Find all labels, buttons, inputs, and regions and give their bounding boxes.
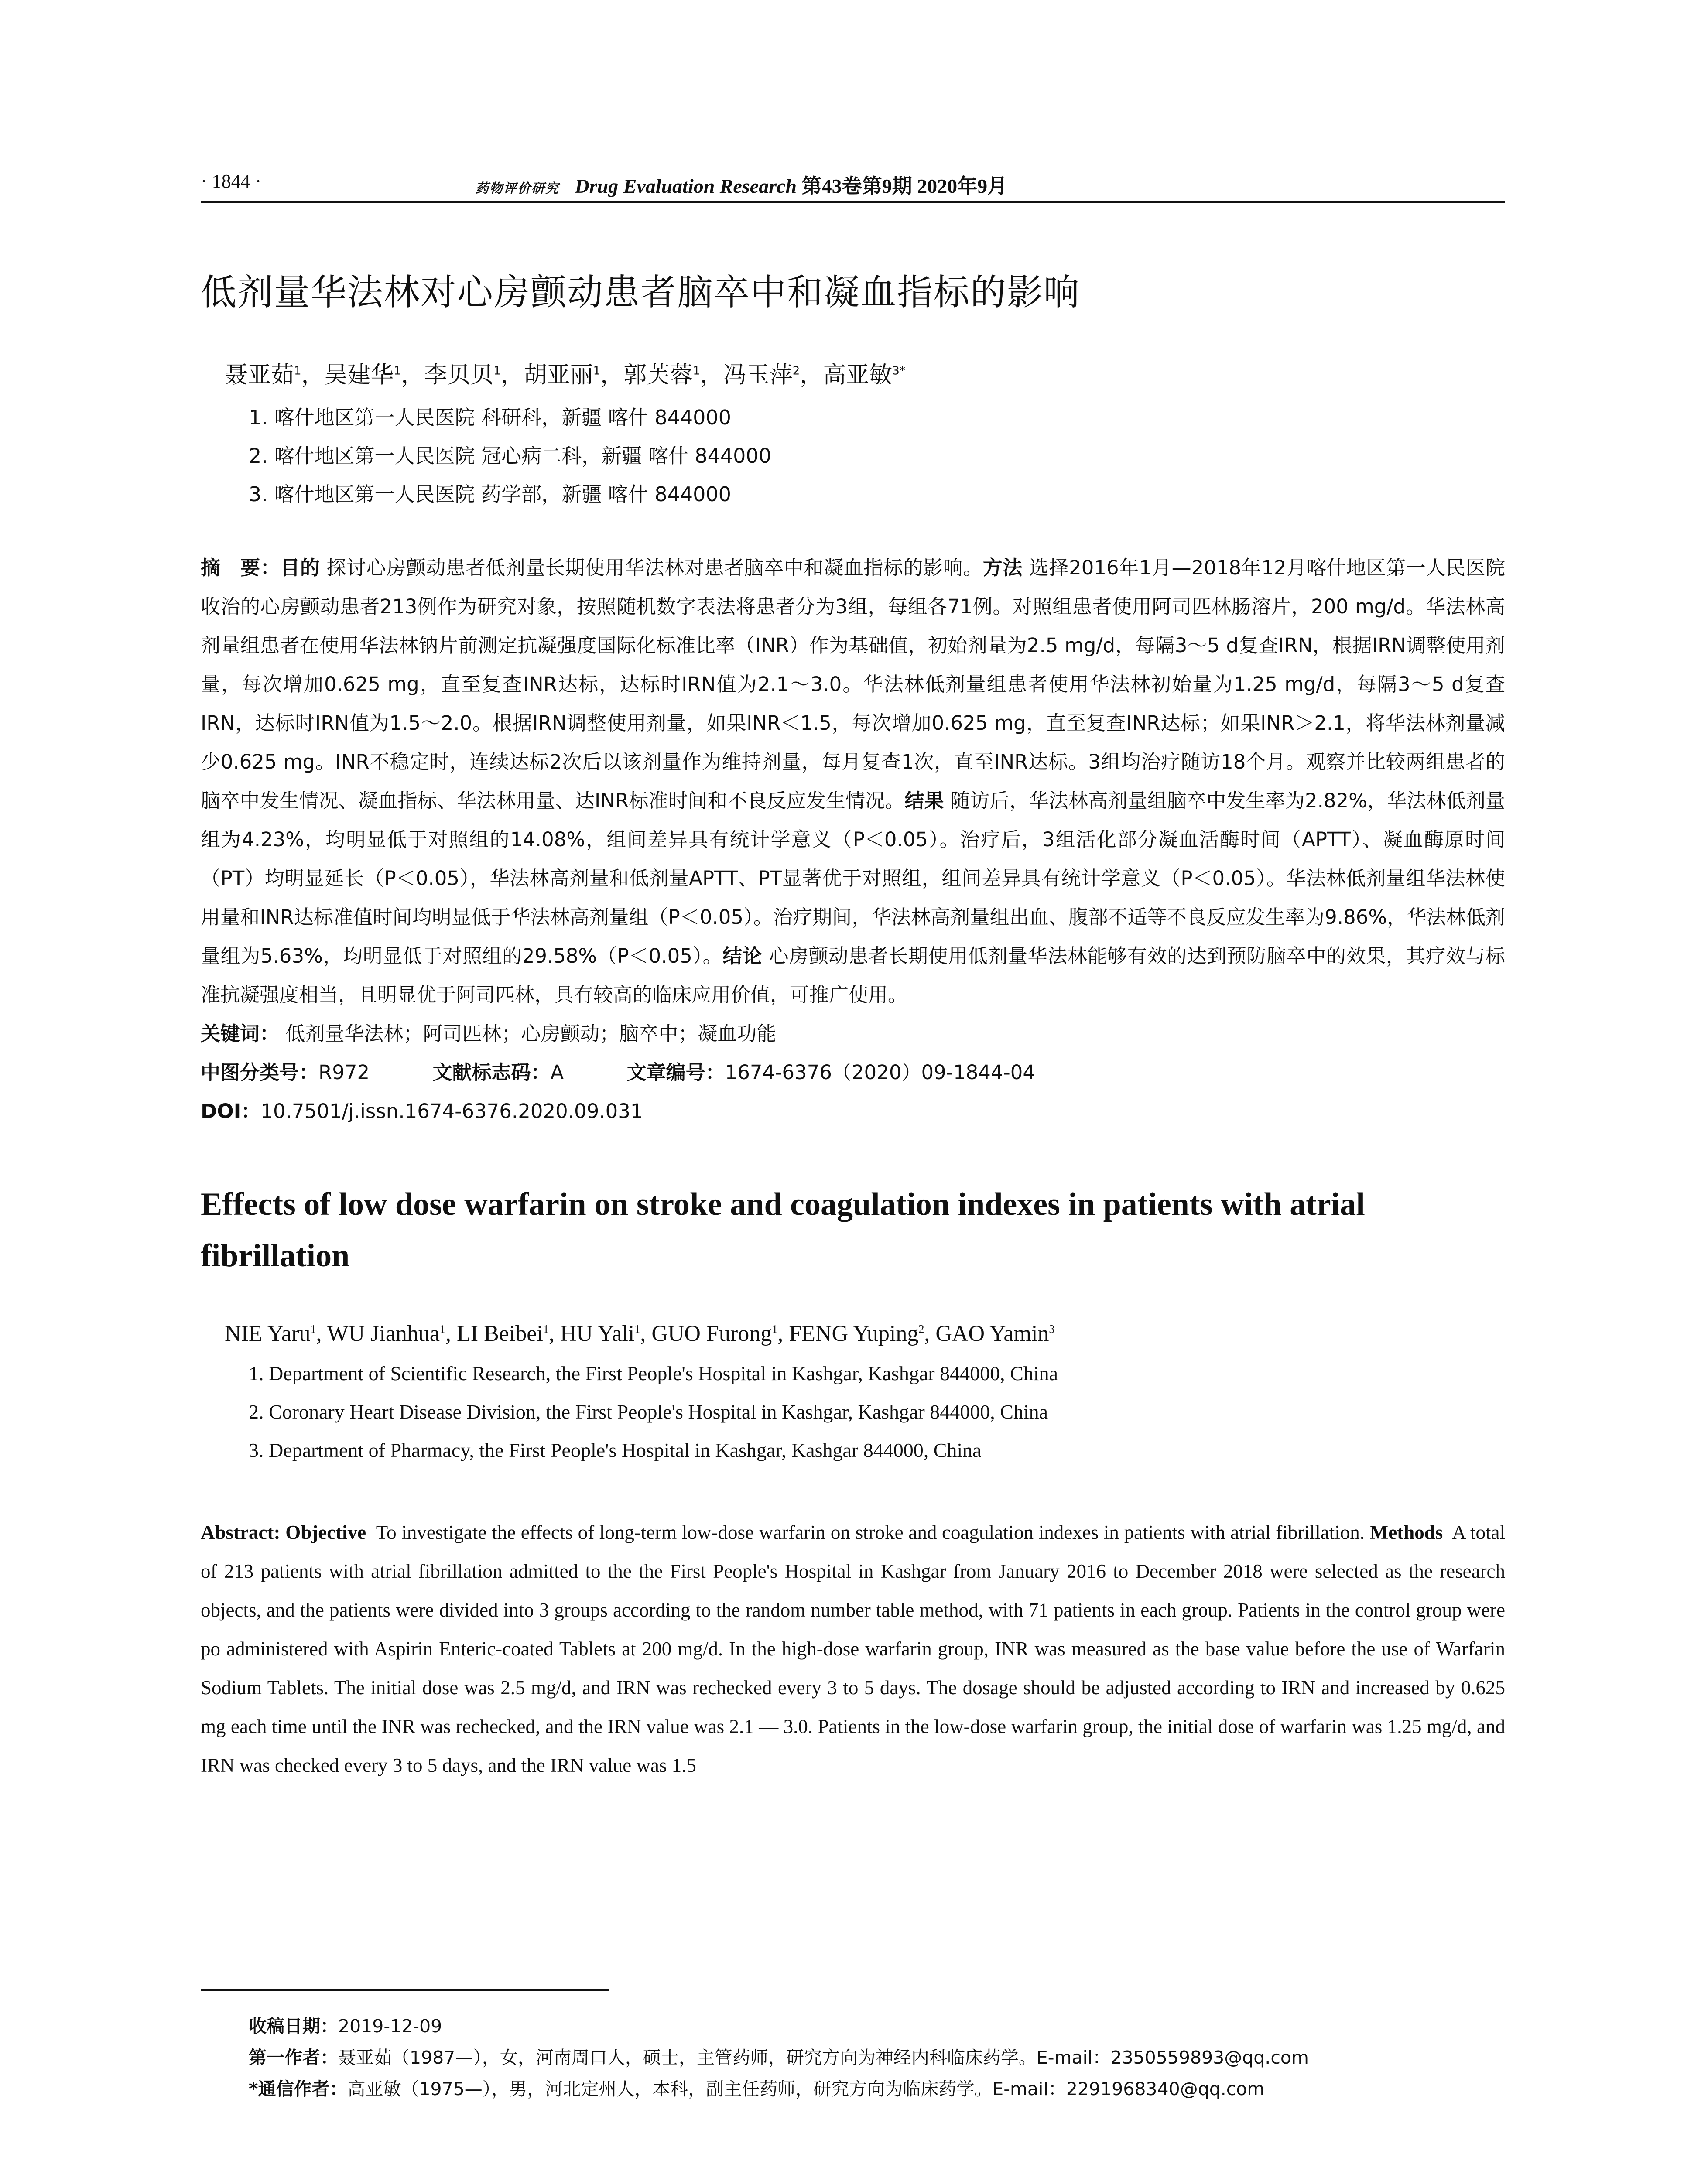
doc-code-item	[433, 1053, 564, 1092]
doi-label: DOI：	[201, 1100, 261, 1123]
issue-info: 第43卷第9期 2020年9月	[801, 175, 1008, 197]
objective-label: 目的	[280, 556, 320, 579]
chinese-title: 低剂量华法林对心房颤动患者脑卒中和凝血指标的影响	[201, 272, 1081, 313]
en-author-name: GUO Furong	[651, 1321, 772, 1346]
cn-author-separator: ，	[500, 362, 524, 388]
cn-author-affiliation-mark: 1	[493, 364, 501, 378]
journal-info	[476, 170, 1007, 199]
conclusion-text: 心房颤动患者长期使用低剂量华法林能够有效的达到预防脑卒中的效果，其疗效与标准抗凝强度相当，且明显优于阿司匹林，具有较高的临床应用价值，可推广使用。	[201, 944, 1505, 1006]
en-affiliation-2: 2. Coronary Heart Disease Division, the First People's Hospital in Kashgar, Kashgar 844000, China	[249, 1401, 1048, 1423]
en-author-name: HU Yali	[560, 1321, 635, 1346]
cn-author-separator: ，	[401, 362, 424, 388]
footnotes	[201, 1989, 1505, 2105]
classification-line	[201, 1053, 1505, 1092]
affiliation-2: 2. 喀什地区第一人民医院 冠心病二科，新疆 喀什 844000	[249, 444, 771, 468]
english-abstract	[201, 1513, 1505, 1785]
cn-author-affiliation-mark: 2	[792, 364, 800, 378]
methods-label: 方法	[982, 556, 1023, 579]
english-affiliations	[201, 1354, 1505, 1470]
en-affiliation-3: 3. Department of Pharmacy, the First People's Hospital in Kashgar, Kashgar 844000, China	[249, 1439, 982, 1461]
keywords-label: 关键词：	[201, 1022, 280, 1045]
conclusion-label: 结论	[722, 944, 763, 967]
english-authors	[225, 1321, 1505, 1347]
cn-author-name: 胡亚丽	[524, 362, 593, 388]
en-author-separator: ,	[316, 1321, 327, 1346]
cn-author-name: 冯玉萍	[723, 362, 793, 388]
en-author-separator: ,	[445, 1321, 457, 1346]
en-author-separator: ,	[548, 1321, 560, 1346]
doi-value: 10.7501/j.issn.1674-6376.2020.09.031	[260, 1100, 643, 1123]
results-label: 结果	[904, 789, 944, 812]
cn-author-affiliation-mark: 3*	[892, 364, 905, 378]
en-author-name: LI Beibei	[457, 1321, 543, 1346]
cn-author-affiliation-mark: 1	[394, 364, 401, 378]
results-text: 随访后，华法林高剂量组脑卒中发生率为2.82%，华法林低剂量组为4.23%，均明显低于对照组的14.08%，组间差异具有统计学意义（P＜0.05）。治疗后，3组活化部分凝血活酶时间（APTT）、凝血酶原时间（PT）均明显延长（P＜0.05），华法林高剂量和低剂量APTT、PT显著优于对照组，组间差异具有统计学意义（P＜0.05）。华法林低剂量组华法林使用量和INR达标准值时间均明显低于华法林高剂量组（P＜0.05）。治疗期间，华法林高剂量组出血、腹部不适等不良反应发生率为9.86%，华法林低剂量组为5.63%，均明显低于对照组的29.58%（P＜0.05）。	[201, 789, 1505, 967]
clc-label: 中图分类号：	[201, 1061, 319, 1084]
chinese-abstract	[201, 548, 1505, 1014]
footnote-rule	[201, 1989, 609, 1991]
cn-author-affiliation-mark: 1	[593, 364, 601, 378]
en-author-affiliation-mark: 1	[634, 1323, 640, 1336]
chinese-authors	[225, 356, 1505, 390]
article-no-label: 文章编号：	[626, 1061, 725, 1084]
en-abstract-label: Abstract:	[201, 1521, 281, 1543]
running-header	[201, 166, 1505, 203]
corresponding-label: *通信作者：	[249, 2078, 348, 2099]
en-methods-text: A total of 213 patients with atrial fibrillation admitted to the the First People's Hospital in Kashgar from January 2016 to December 2018 were selected as the research objects, and the patients were divided into 3 groups according to the random number table method, with 71 patients in each group. Patients in the control group were po administered with Aspirin Enteric-coated Tablets at 200 mg/d. In the high-dose warfarin group, INR was measured as the base value before the use of Warfarin Sodium Tablets. The initial dose was 2.5 mg/d, and IRN was rechecked every 3 to 5 days. The dosage should be adjusted according to IRN and increased by 0.625 mg each time until the INR was rechecked, and the IRN value was 2.1 — 3.0. Patients in the low-dose warfarin group, the initial dose of warfarin was 1.25 mg/d, and IRN was checked every 3 to 5 days, and the IRN value was 1.5	[201, 1521, 1506, 1776]
article-page	[201, 166, 1505, 1785]
page-number: · 1844 ·	[201, 171, 262, 192]
en-author-separator: ,	[777, 1321, 789, 1346]
affiliation-1: 1. 喀什地区第一人民医院 科研科，新疆 喀什 844000	[249, 406, 731, 429]
en-author-affiliation-mark: 1	[543, 1323, 549, 1336]
methods-text: 选择2016年1月—2018年12月喀什地区第一人民医院收治的心房颤动患者213例作为研究对象，按照随机数字表法将患者分为3组，每组各71例。对照组患者使用阿司匹林肠溶片，200 mg/d。华法林高剂量组患者在使用华法林钠片前测定抗凝强度国际化标准比率（INR）作为基础值，初始剂量为2.5 mg/d，每隔3～5 d复查IRN，根据IRN调整使用剂量，每次增加0.625 mg，直至复查INR达标，达标时IRN值为2.1～3.0。华法林低剂量组患者使用华法林初始量为1.25 mg/d，每隔3～5 d复查IRN，达标时IRN值为1.5～2.0。根据IRN调整使用剂量，如果INR＜1.5，每次增加0.625 mg，直至复查INR达标；如果INR＞2.1，将华法林剂量减少0.625 mg。INR不稳定时，连续达标2次后以该剂量作为维持剂量，每月复查1次，直至INR达标。3组均治疗随访18个月。观察并比较两组患者的脑卒中发生情况、凝血指标、华法林用量、达INR标准时间和不良反应发生情况。	[201, 556, 1506, 812]
keywords-text: 低剂量华法林；阿司匹林；心房颤动；脑卒中；凝血功能	[285, 1022, 777, 1045]
corresponding-value: 高亚敏（1975—），男，河北定州人，本科，副主任药师，研究方向为临床药学。E-mail：2291968340@qq.com	[347, 2078, 1265, 2099]
en-author-name: WU Jianhua	[327, 1321, 440, 1346]
article-no-item	[627, 1053, 1035, 1092]
received-value: 2019-12-09	[338, 2016, 442, 2037]
en-author-name: GAO Yamin	[935, 1321, 1049, 1346]
english-title: Effects of low dose warfarin on stroke and coagulation indexes in patients with atrial fibrillation	[201, 1186, 1365, 1274]
clc-item	[201, 1053, 370, 1092]
en-author-separator: ,	[640, 1321, 652, 1346]
cn-author-separator: ，	[301, 362, 325, 388]
affiliation-3: 3. 喀什地区第一人民医院 药学部，新疆 喀什 844000	[249, 482, 731, 506]
journal-logo: 药物评价研究	[476, 181, 559, 196]
cn-author-affiliation-mark: 1	[693, 364, 700, 378]
doi-line	[201, 1092, 1505, 1131]
doc-code-value: A	[550, 1061, 564, 1084]
en-author-affiliation-mark: 2	[918, 1323, 924, 1336]
cn-author-name: 吴建华	[324, 362, 394, 388]
first-author-value: 聂亚茹（1987—），女，河南周口人，硕士，主管药师，研究方向为神经内科临床药学。E-mail：2350559893@qq.com	[338, 2047, 1309, 2068]
en-author-affiliation-mark: 1	[440, 1323, 445, 1336]
en-methods-label: Methods	[1369, 1521, 1443, 1543]
received-label: 收稿日期：	[249, 2016, 338, 2037]
corresponding-note	[249, 2073, 1505, 2105]
cn-author-separator: ，	[800, 362, 823, 388]
cn-author-name: 郭芙蓉	[623, 362, 693, 388]
cn-author-separator: ，	[700, 362, 723, 388]
first-author-note	[249, 2042, 1505, 2073]
first-author-label: 第一作者：	[249, 2047, 338, 2068]
article-no-value: 1674-6376（2020）09-1844-04	[725, 1061, 1035, 1084]
cn-author-name: 聂亚茹	[225, 362, 294, 388]
clc-value: R972	[318, 1061, 370, 1084]
cn-author-name: 李贝贝	[424, 362, 494, 388]
en-author-affiliation-mark: 1	[310, 1323, 316, 1336]
doc-code-label: 文献标志码：	[432, 1061, 551, 1084]
keywords-line	[201, 1014, 1505, 1053]
chinese-affiliations	[201, 398, 1505, 513]
journal-name: Drug Evaluation Research	[575, 175, 797, 197]
en-author-separator: ,	[924, 1321, 936, 1346]
en-author-name: FENG Yuping	[789, 1321, 919, 1346]
en-affiliation-1: 1. Department of Scientific Research, the First People's Hospital in Kashgar, Kashgar 844000, China	[249, 1362, 1058, 1384]
en-objective-label: Objective	[285, 1521, 366, 1543]
abstract-label: 摘 要：	[201, 556, 281, 579]
received-date	[249, 2010, 1505, 2042]
cn-author-separator: ，	[600, 362, 624, 388]
en-author-affiliation-mark: 3	[1049, 1323, 1055, 1336]
en-author-affiliation-mark: 1	[772, 1323, 778, 1336]
en-objective-text: To investigate the effects of long-term low-dose warfarin on stroke and coagulation indexes in patients with atrial fibrillation.	[376, 1521, 1365, 1543]
cn-author-name: 高亚敏	[823, 362, 893, 388]
en-author-name: NIE Yaru	[225, 1321, 311, 1346]
cn-author-affiliation-mark: 1	[294, 364, 301, 378]
objective-text: 探讨心房颤动患者低剂量长期使用华法林对患者脑卒中和凝血指标的影响。	[326, 556, 983, 579]
